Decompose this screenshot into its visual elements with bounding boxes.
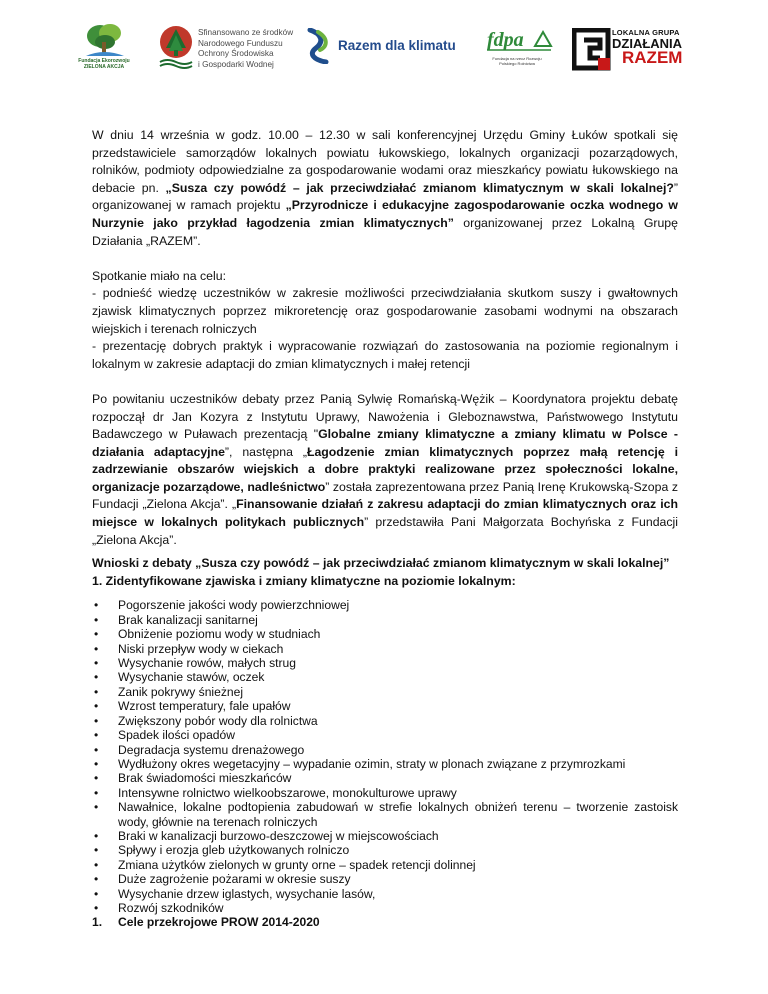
list-item: • Intensywne rolnictwo wielkoobszarowe, monokulturowe uprawy bbox=[92, 786, 678, 800]
conclusions-title bbox=[92, 555, 678, 573]
nfos-text bbox=[198, 28, 293, 70]
lgd-emblem-icon bbox=[572, 28, 612, 72]
logo-header bbox=[0, 0, 768, 82]
list-item: • Wysychanie stawów, oczek bbox=[92, 670, 678, 684]
intro-paragraph bbox=[92, 127, 678, 250]
document-body bbox=[92, 127, 678, 930]
intro-text-a: W dniu 14 września w godz. 10.00 – 12.30 w sali konferencyjnej Urzędu Gminy Łuków spotkali się przedstawiciele samorządów lokalnych powiatu łukowskiego, lokalnych organizacji pozarządowych, rolników, podmioty odpowiedzialne za gospodarowanie wodami oraz mieszkańcy powiatu łukowskiego na debacie pn. bbox=[92, 128, 678, 195]
zielona-akcja-logo bbox=[78, 22, 130, 72]
list-item: • Wydłużony okres wegetacyjny – wypadanie ozimin, straty w plonach związane z przymrozkami bbox=[92, 757, 678, 771]
list-item: • Degradacja systemu drenażowego bbox=[92, 743, 678, 757]
list-item: • Braki w kanalizacji burzowo-deszczowej w miejscowościach bbox=[92, 829, 678, 843]
razem-dla-klimatu-logo bbox=[304, 28, 464, 64]
fdpa-wordmark: fdpa bbox=[487, 29, 524, 51]
section-1-title-text: 1. Zidentyfikowane zjawiska i zmiany klimatyczne na poziomie lokalnym: bbox=[92, 573, 516, 588]
pres-text-g: ” przedstawiła Pani Małgorzata Bochyńska z Fundacji „Zielona Akcja”. bbox=[92, 515, 678, 547]
tree-icon bbox=[78, 22, 130, 58]
list-item: • Zanik pokrywy śnieżnej bbox=[92, 685, 678, 699]
razem-dla-klimatu-text: Razem dla klimatu bbox=[338, 38, 456, 53]
list-item: • Brak świadomości mieszkańców bbox=[92, 771, 678, 785]
pres-text-c: ”, następna „ bbox=[224, 444, 307, 459]
item-number: 1. bbox=[92, 915, 103, 930]
debate-title: „Susza czy powódź – jak przeciwdziałać zmianom klimatycznym w skali lokalnej? bbox=[165, 180, 674, 195]
lgd-line-3: RAZEM bbox=[622, 48, 683, 67]
item-text: Cele przekrojowe PROW 2014-2020 bbox=[118, 915, 320, 930]
goal-item: - prezentację dobrych praktyk i wypracowanie rozwiązań do zastosowania na poziomie regionalnym i lokalnym w zakresie adaptacji do zmian klimatycznych i małej retencji bbox=[92, 339, 678, 371]
lgd-razem-logo bbox=[572, 28, 692, 72]
ribbon-icon bbox=[304, 28, 334, 64]
list-item: • Wysychanie drzew iglastych, wysychanie lasów, bbox=[92, 887, 678, 901]
fdpa-mark-icon bbox=[485, 24, 555, 56]
pres-title-3: Finansowanie działań z zakresu adaptacji do zmian klimatycznych oraz ich miejsce w lokalnych politykach publicznych bbox=[92, 497, 678, 530]
lgd-line-2: DZIAŁANIA bbox=[612, 36, 683, 51]
project-title: „Przyrodnicze i edukacyjne zagospodarowanie oczka wodnego w Nurzynie jako przykład łagodzenia zmian klimatycznych” bbox=[92, 198, 678, 230]
zielona-akcja-caption: Fundacja Ekorozwoju ZIELONA AKCJA bbox=[78, 58, 130, 70]
list-item: • Spływy i erozja gleb użytkowanych rolniczo bbox=[92, 843, 678, 857]
goals-heading: Spotkanie miało na celu: bbox=[92, 268, 226, 283]
pres-title-1: Globalne zmiany klimatyczne a zmiany klimatu w Polsce - działania adaptacyjne bbox=[92, 427, 679, 459]
list-item: • Spadek ilości opadów bbox=[92, 728, 678, 742]
list-item: • Niski przepływ wody w ciekach bbox=[92, 642, 678, 656]
pres-text-e: ” została zaprezentowana przez Panią Irenę Krukowską-Szopa z Fundacji „Zielona Akcja”. „ bbox=[92, 479, 678, 512]
nfos-line: Sfinansowano ze środków bbox=[198, 28, 294, 37]
nfos-emblem-icon bbox=[158, 24, 194, 70]
list-item: • Zmiana użytków zielonych w grunty orne – spadek retencji dolinnej bbox=[92, 858, 678, 872]
nfos-line: Narodowego Funduszu bbox=[198, 38, 283, 48]
goal-item: - podnieść wiedzę uczestników w zakresie możliwości przeciwdziałania skutkom suszy i gwałtownych zjawisk klimatycznych poprzez mikroretencję oraz gospodarowanie zasobami wodnymi na obszarach wiejskich i terenach rolniczych bbox=[92, 286, 678, 336]
list-item: • Nawałnice, lokalne podtopienia zabudowań w strefie lokalnych obniżeń terenu – tworzenie zastoisk wody, głównie na terenach rolniczych bbox=[92, 800, 678, 829]
list-item: • Rozwój szkodników bbox=[92, 901, 678, 915]
nfos-line: Ochrony Środowiska bbox=[198, 49, 274, 58]
list-item: • Zwiększony pobór wody dla rolnictwa bbox=[92, 714, 678, 728]
section-1-title bbox=[92, 573, 678, 591]
list-item: • Wzrost temperatury, fale upałów bbox=[92, 699, 678, 713]
phenomena-list bbox=[92, 598, 678, 915]
intro-text-e: organizowanej przez Lokalną Grupę Działania „RAZEM”. bbox=[92, 215, 678, 248]
fdpa-logo bbox=[485, 24, 555, 72]
pres-title-2: Łagodzenie zmian klimatycznych poprzez małą retencję i zadrzewianie obszarów wiejskich a dobre praktyki realizowane przez społeczności lokalne, organizacje pozarządowe, nadleśnictwo bbox=[92, 444, 678, 494]
list-item: • Wysychanie rowów, małych strug bbox=[92, 656, 678, 670]
intro-text-c: ” organizowanej w ramach projektu bbox=[92, 180, 678, 213]
lgd-line-1: LOKALNA GRUPA bbox=[612, 28, 680, 37]
numbered-list bbox=[92, 915, 678, 929]
presentations-paragraph bbox=[92, 391, 678, 549]
fdpa-caption: Fundacja na rzecz Rozwoju Polskiego Rolnictwa bbox=[492, 56, 542, 66]
list-item: • Pogorszenie jakości wody powierzchniowej bbox=[92, 598, 678, 612]
pres-text-a: Po powitaniu uczestników debaty przez Panią Sylwię Romańską-Wężik – Koordynatora projektu debatę rozpoczął dr Jan Kozyra z Instytutu Uprawy, Nawożenia i Gleboznawstwa, Państwowego Instytutu Badawczego w Puławach prezentacją " bbox=[92, 391, 678, 442]
list-item: • Duże zagrożenie pożarami w okresie suszy bbox=[92, 872, 678, 886]
nfosigw-logo bbox=[158, 24, 308, 72]
conclusions-title-text: Wnioski z debaty „Susza czy powódź – jak przeciwdziałać zmianom klimatycznym w skali lokalnej” bbox=[92, 556, 670, 571]
list-item: • Obniżenie poziomu wody w studniach bbox=[92, 627, 678, 641]
nfos-line: i Gospodarki Wodnej bbox=[198, 59, 274, 69]
list-item: • Brak kanalizacji sanitarnej bbox=[92, 613, 678, 627]
numbered-item bbox=[92, 915, 678, 929]
